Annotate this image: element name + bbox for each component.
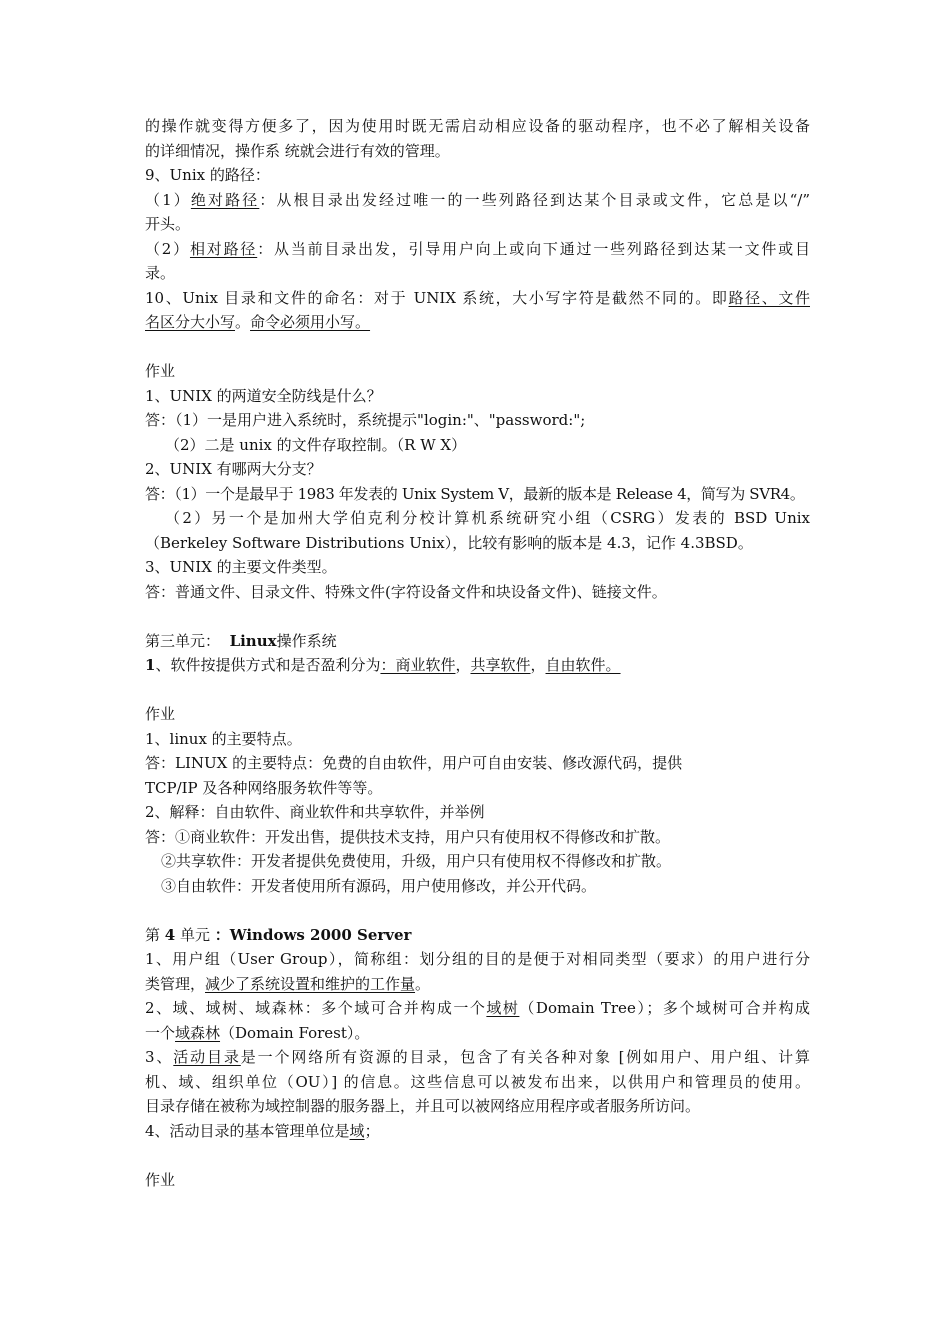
- answer: 答：普通文件、目录文件、特殊文件(字符设备文件和块设备文件)、链接文件。: [145, 582, 667, 601]
- answer: （2）另一个是加州大学伯克利分校计算机系统研究小组（CSRG）发表的 BSD Unix: [165, 509, 810, 527]
- blank-line: [145, 678, 810, 703]
- blank-line: [145, 335, 810, 360]
- text-line: 类管理，减少了系统设置和维护的工作量。: [145, 974, 431, 993]
- term-absolute-path: 绝对路径: [190, 190, 260, 209]
- answer: ②共享软件：开发者提供免费使用，升级，用户只有使用权不得修改和扩散。: [161, 852, 672, 870]
- underlined-phrase: ：商业软件: [380, 656, 456, 674]
- blank-line: [145, 604, 810, 629]
- text-line: 一个域森林（Domain Forest）。: [145, 1023, 370, 1042]
- question: 2、UNIX 有哪两大分支？: [145, 460, 322, 478]
- underlined-phrase: 自由软件。: [545, 656, 621, 674]
- text-line: 开头。: [145, 215, 191, 233]
- answer: 答：（1）一是用户进入系统时，系统提示"login:"、"password:";: [145, 411, 586, 429]
- text-line: 录。: [145, 264, 176, 282]
- text-line: 机、域、组织单位（OU）] 的信息。这些信息可以被发布出来，以供用户和管理员的使用。: [145, 1072, 810, 1091]
- document-body: [145, 114, 810, 1192]
- blank-line: [145, 898, 810, 923]
- question: 3、UNIX 的主要文件类型。: [145, 558, 337, 576]
- text-line: 10、Unix 目录和文件的命名：对于 UNIX 系统，大小写字符是截然不同的。即路径、文件: [145, 288, 810, 307]
- underlined-phrase: 名区分大小写: [145, 313, 236, 331]
- text-line: 目录存储在被称为域控制器的服务器上，并且可以被网络应用程序或者服务所访问。: [145, 1097, 701, 1115]
- text-line: 3、活动目录是一个网络所有资源的目录，包含了有关各种对象 [例如用户、用户组、计算: [145, 1048, 810, 1066]
- answer: 答：（1）一个是最早于 1983 年发表的 Unix System V，最新的版本是 Release 4，简写为 SVR4。: [145, 484, 805, 503]
- question: 1、UNIX 的两道安全防线是什么？: [145, 386, 382, 405]
- question: 1、linux 的主要特点。: [145, 729, 302, 748]
- term-relative-path: 相对路径: [189, 239, 258, 258]
- question: 2、解释：自由软件、商业软件和共享软件，并举例: [145, 803, 485, 821]
- blank-line: [145, 1143, 810, 1168]
- term-domain-forest: 域森林: [175, 1023, 221, 1042]
- underlined-phrase: 命令必须用小写。: [250, 313, 371, 331]
- underlined-phrase: 减少了系统设置和维护的工作量: [205, 974, 416, 993]
- answer: 答：①商业软件：开发出售，提供技术支持，用户只有使用权不得修改和扩散。: [145, 827, 671, 846]
- answer: TCP/IP 及各种网络服务软件等等。: [145, 778, 383, 797]
- underlined-phrase: 共享软件: [470, 656, 531, 674]
- text-line: 名区分大小写。命令必须用小写。: [145, 313, 371, 331]
- text-line: 2、域、域树、域森林：多个域可合并构成一个域树（Domain Tree）；多个域树可合并构成: [145, 999, 810, 1017]
- text-line: 的操作就变得方便多了，因为使用时既无需启动相应设备的驱动程序，也不必了解相关设备: [145, 117, 810, 135]
- answer: （Berkeley Software Distributions Unix），比较有影响的版本是 4.3，记作 4.3BSD。: [145, 533, 753, 552]
- answer: ③自由软件：开发者使用所有源码，用户使用修改，并公开代码。: [161, 876, 597, 895]
- term-active-directory: 活动目录: [173, 1048, 241, 1066]
- text-line: 1、用户组（User Group），简称组：划分组的目的是便于对相同类型（要求）的用户进行分: [145, 950, 810, 968]
- section-heading: 9、Unix 的路径：: [145, 166, 270, 184]
- text-line: 1、软件按提供方式和是否盈利分为：商业软件，共享软件，自由软件。: [145, 656, 621, 674]
- text-line: 的详细情况，操作系 统就会进行有效的管理。: [145, 141, 450, 160]
- unit-heading: 第 4 单元 ：Windows 2000 Server: [145, 925, 412, 944]
- homework-heading: 作业: [145, 362, 176, 380]
- unit-heading: 第三单元： Linux操作系统: [145, 631, 337, 650]
- text-line: （2）相对路径：从当前目录出发，引导用户向上或向下通过一些列路径到达某一文件或目: [145, 239, 810, 258]
- text-line: 4、活动目录的基本管理单位是域；: [145, 1121, 380, 1140]
- underlined-phrase: 路径、文件: [728, 288, 810, 307]
- text-line: （1）绝对路径：从根目录出发经过唯一的一些列路径到达某个目录或文件，它总是以“/”: [145, 190, 810, 209]
- term-domain: 域: [349, 1121, 365, 1140]
- answer: （2）二是 unix 的文件存取控制。（R W X）: [165, 435, 467, 454]
- homework-heading: 作业: [145, 705, 176, 723]
- term-domain-tree: 域树: [486, 999, 520, 1017]
- homework-heading: 作业: [145, 1170, 176, 1189]
- answer: 答：LINUX 的主要特点：免费的自由软件，用户可自由安装、修改源代码，提供: [145, 754, 683, 772]
